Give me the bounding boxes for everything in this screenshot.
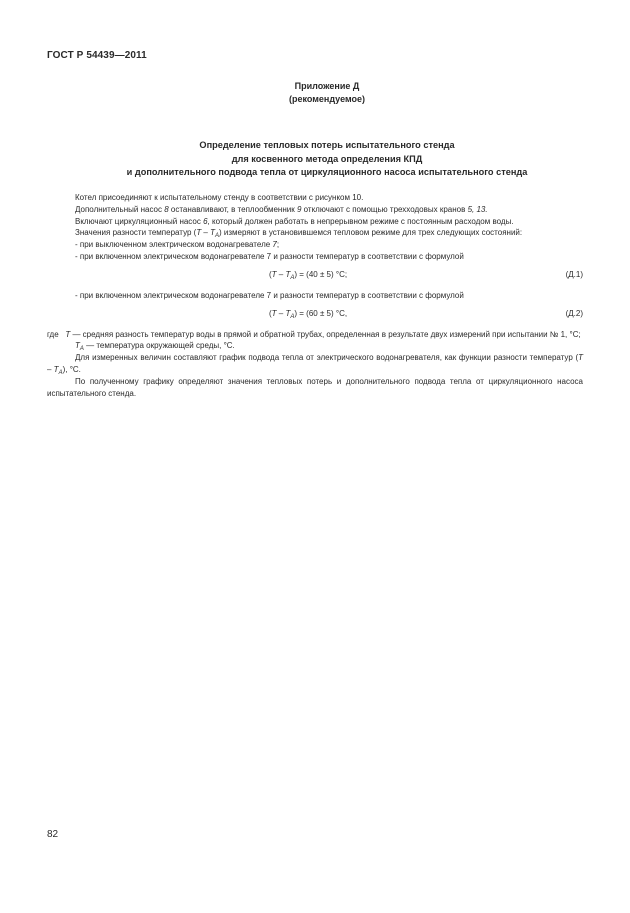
subscript: A [79, 346, 84, 353]
subscript: A [58, 369, 63, 376]
valves-ref: 5, 13. [467, 204, 488, 214]
symbol-t: T [271, 308, 277, 318]
pump-ref: 8 [164, 204, 169, 214]
text: — температура окружающей среды, °C. [83, 341, 235, 351]
heater-ref: 7 [272, 240, 277, 250]
title-line-1: Определение тепловых потерь испытательного стенда [199, 140, 455, 150]
symbol-t: T [196, 228, 202, 238]
symbol-ta: T [75, 341, 80, 351]
symbol-ta: T [285, 308, 291, 318]
section-title [47, 139, 607, 180]
appendix-label: Приложение Д [294, 81, 360, 91]
paragraph-heat-losses [47, 376, 583, 400]
list-item-heater-on-60 [47, 290, 583, 302]
page-number: 82 [47, 829, 59, 840]
definition-t [47, 329, 583, 341]
text: – [47, 364, 54, 374]
paragraph-heat-graph [47, 352, 583, 376]
symbol-t: T [65, 329, 71, 339]
text: Для измеренных величин составляют график подвода тепла от электрического водонагревателя, как функции разности температур ( [75, 353, 579, 363]
text: ) измеряют в установившемся тепловом режиме для трех следующих состояний: [219, 228, 523, 238]
text: — средняя разность температур воды в прямой и обратной трубах, определенная в результате двух измерений при испытании № 1, °C; [70, 329, 581, 339]
symbol-ta: T [53, 364, 59, 374]
heat-exchanger-ref: 9 [296, 204, 302, 214]
symbol-t: T [271, 269, 277, 279]
paragraph-boiler-connection [47, 192, 583, 204]
text: ) = (40 ± 5) °C; [294, 269, 348, 279]
text: – [276, 269, 286, 279]
text: - при выключенном электрическом водонагревателе [75, 240, 273, 250]
text: Дополнительный насос [75, 204, 165, 214]
list-item-heater-off [47, 239, 583, 251]
text: ) = (60 ± 5) °C, [294, 308, 348, 318]
text: где [47, 329, 66, 339]
symbol-ta: T [285, 269, 291, 279]
subscript: A [290, 274, 295, 281]
text: останавливают, в теплообменник [168, 204, 297, 214]
list-item-heater-on-40 [47, 251, 583, 263]
definition-ta [47, 340, 583, 352]
formula-expression [269, 308, 347, 320]
paragraph-pump-stop [47, 204, 583, 216]
text: ( [269, 269, 272, 279]
text: ; [276, 240, 280, 250]
text: , который должен работать в непрерывном режиме с постоянным расходом воды. [207, 216, 514, 226]
text: – [276, 308, 286, 318]
pump-ref: 6 [203, 216, 208, 226]
text: По полученному графику определяют значения тепловых потерь и дополнительного подвода тепла от циркуляционного насоса испытательного стенда. [47, 376, 583, 398]
text: – [201, 228, 211, 238]
text: ( [269, 308, 272, 318]
subscript: A [290, 313, 295, 320]
formula-d2 [47, 308, 583, 321]
paragraph-circulation-pump [47, 216, 583, 228]
formula-number: (Д.1) [565, 269, 583, 279]
standard-number: ГОСТ Р 54439—2011 [47, 50, 147, 61]
formula-number: (Д.2) [565, 308, 583, 318]
text: отключают с помощью трехходовых кранов [301, 204, 468, 214]
formula-d1 [47, 269, 583, 282]
title-line-2: для косвенного метода определения КПД [231, 153, 423, 164]
symbol-ta: T [210, 228, 215, 238]
text: Котел присоединяют к испытательному стенду в соответствии с рисунком 10. [75, 193, 364, 202]
title-line-3: и дополнительного подвода тепла от циркуляционного насоса испытательного стенда [126, 167, 528, 177]
body-text [47, 192, 583, 399]
text: - при включенном электрическом водонагревателе 7 и разности температур в соответствии с формулой [75, 290, 464, 300]
text: Включают циркуляционный насос [75, 216, 204, 226]
text: ), °C. [62, 364, 81, 374]
appendix-status: (рекомендуемое) [289, 94, 365, 104]
appendix-heading [47, 80, 607, 106]
formula-expression [269, 269, 347, 281]
paragraph-temperature-difference [47, 227, 583, 239]
text: Значения разности температур ( [75, 228, 197, 238]
subscript: A [215, 233, 220, 240]
text: - при включенном электрическом водонагревателе 7 и разности температур в соответствии с формулой [75, 251, 464, 261]
symbol-t: T [578, 353, 583, 363]
